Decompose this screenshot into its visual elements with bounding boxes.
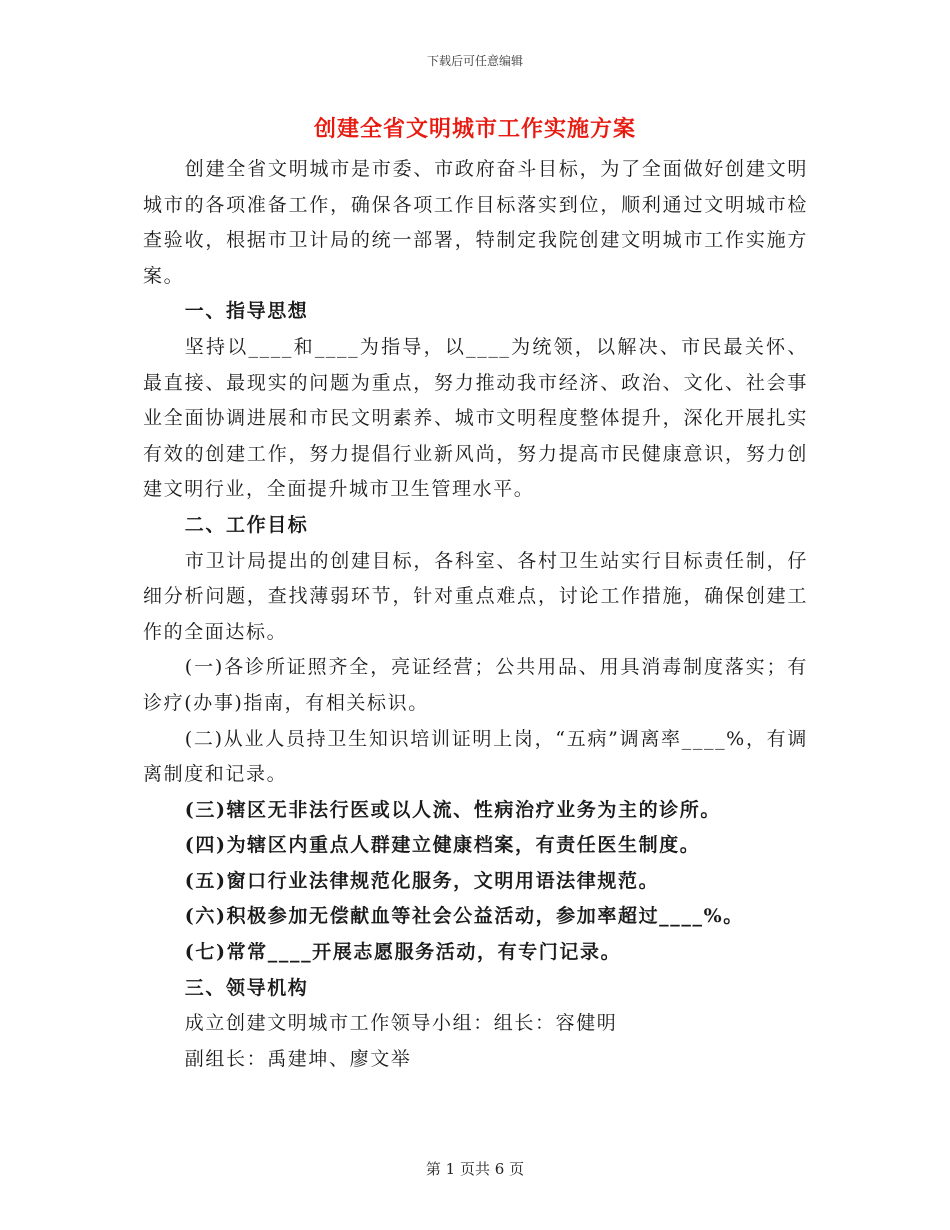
goal-item-5: (五)窗口行业法律规范化服务，文明用语法律规范。 [184,869,660,892]
guiding-thought-paragraph: 坚持以____和____为指导，以____为统领，以解决、市民最关怀、最直接、最现实的问题为重点，努力推动我市经济、政治、文化、社会事业全面协调进展和市民文明素养、城市文明程度整体提升，深化开展扎实有效的创建工作，努力提倡行业新风尚，努力提高市民健康意识，努力创建文明行业，全面提升城市卫生管理水平。 [143,335,808,501]
intro-paragraph: 创建全省文明城市是市委、市政府奋斗目标，为了全面做好创建文明城市的各项准备工作，确保各项工作目标落实到位，顺利通过文明城市检查验收，根据市卫计局的统一部署，特制定我院创建文明城市工作实施方案。 [143,158,808,287]
work-goals-paragraph: 市卫计局提出的创建目标，各科室、各村卫生站实行目标责任制，仔细分析问题，查找薄弱环节，针对重点难点，讨论工作措施，确保创建工作的全面达标。 [143,549,808,643]
section-heading-work-goals: 二、工作目标 [184,513,309,536]
goal-item-1: (一)各诊所证照齐全，亮证经营；公共用品、用具消毒制度落实；有诊疗(办事)指南，有相关标识。 [143,656,808,714]
goal-item-2: (二)从业人员持卫生知识培训证明上岗，“五病”调离率____%，有调离制度和记录。 [143,727,808,786]
section-heading-leadership: 三、领导机构 [184,976,309,999]
leadership-group-line: 成立创建文明城市工作领导小组：组长：容健明 [184,1012,618,1035]
section-heading-guiding-thought: 一、指导思想 [184,300,309,323]
page-number: 第 1 页共 6 页 [425,1160,525,1178]
document-body [143,152,808,1077]
goal-item-3: (三)辖区无非法行医或以人流、性病治疗业务为主的诊所。 [184,798,721,821]
goal-item-4: (四)为辖区内重点人群建立健康档案，有责任医生制度。 [184,834,701,857]
header-note: 下载后可任意编辑 [426,54,523,68]
goal-item-6: (六)积极参加无偿献血等社会公益活动，参加率超过____%。 [184,905,744,928]
document-title: 创建全省文明城市工作实施方案 [313,116,636,142]
deputy-leaders-line: 副组长：禹建坤、廖文举 [184,1047,412,1070]
goal-item-7: (七)常常____开展志愿服务活动，有专门记录。 [184,941,622,964]
